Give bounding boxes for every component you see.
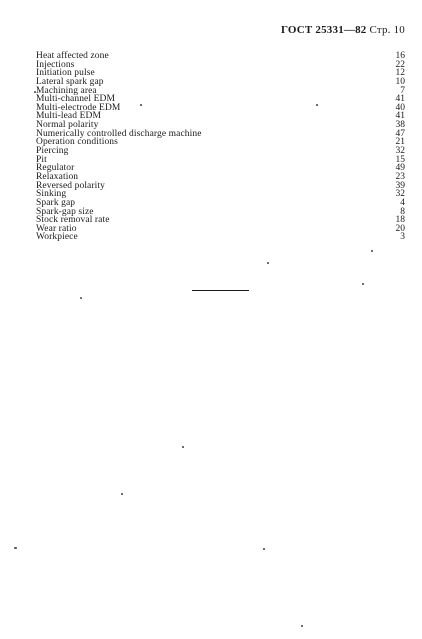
index-page-number: 12 [395,68,405,79]
index-page-number: 21 [395,137,405,148]
index-term: Initiation pulse [36,68,95,79]
scan-speck [362,283,364,285]
index-term: Machining area [36,85,97,96]
index-term: Multi-electrode EDM [36,102,121,113]
index-term: Stock removal rate [36,215,110,226]
index-term: Regulator [36,163,75,174]
index-page-number: 18 [395,215,405,226]
index-term: Workpiece [36,232,78,243]
index-entry [36,233,406,242]
index-term: Piercing [36,146,69,157]
scan-speck [371,250,373,252]
index-page-number: 39 [395,180,405,191]
index-page-number: 8 [400,206,405,217]
index-term: Pit [36,154,47,165]
index-entry [36,225,406,234]
index-term: Lateral spark gap [36,76,104,87]
index-term: Normal polarity [36,120,99,131]
scan-speck [80,297,82,299]
index-term: Spark gap [36,197,76,208]
index-page-number: 10 [395,76,405,87]
index-term: Spark-gap size [36,206,94,217]
index-term: Reversed polarity [36,180,105,191]
index-term: Multi-channel EDM [36,94,116,105]
scan-speck [121,493,123,495]
scan-speck [140,104,142,106]
index-term: Operation conditions [36,137,118,148]
index-page-number: 40 [395,102,405,113]
index-page-number: 32 [395,189,405,200]
page-number-label: Стр. 10 [369,24,405,36]
index-page-number: 3 [400,232,405,243]
scan-speck [263,548,265,550]
index-page-number: 32 [395,146,405,157]
index-page-number: 15 [395,154,405,165]
index-page-number: 23 [395,171,405,182]
index-term: Sinking [36,189,67,200]
index-term: Injections [36,59,75,70]
scan-speck [316,104,318,106]
index-term: Wear ratio [36,223,77,234]
scan-speck [301,625,303,627]
index-page-number: 49 [395,163,405,174]
index-entry [36,147,406,156]
index-page-number: 20 [395,223,405,234]
index-term: Multi-lead EDM [36,111,101,122]
scan-speck [182,446,184,448]
scan-speck [34,91,36,93]
scan-speck [14,547,17,549]
page-header [281,24,405,36]
index-page-number: 16 [395,51,405,61]
index-term: Relaxation [36,171,79,182]
index-entry [36,190,406,199]
index-page-number: 47 [395,128,405,139]
index-entry [36,164,406,173]
index-page-number: 4 [400,197,405,208]
index-page-number: 41 [395,111,405,122]
section-end-rule [192,290,249,291]
index-term: Numerically controlled discharge machine [36,128,202,139]
index-page-number: 7 [400,85,405,96]
index-page-number: 22 [395,59,405,70]
term-index-list [36,52,406,242]
index-entry [36,182,406,191]
index-page-number: 38 [395,120,405,131]
index-term: Heat affected zone [36,51,109,61]
index-entry [36,156,406,165]
index-entry [36,138,406,147]
standard-number: ГОСТ 25331—82 [280,24,367,36]
index-entry [36,52,406,61]
index-entry [36,216,406,225]
scan-speck [267,262,269,264]
index-page-number: 41 [395,94,405,105]
